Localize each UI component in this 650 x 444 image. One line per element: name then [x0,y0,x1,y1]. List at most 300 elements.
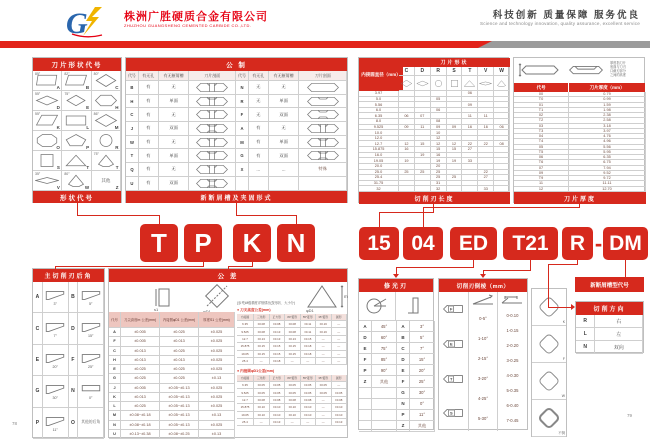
relief-cell: F [69,345,79,376]
tolerance-row [109,374,235,383]
tolerance-col-header: 厚度S1 公差(mm) [199,312,235,328]
wiper-title: 修光刃 [359,279,433,292]
connector-line [228,266,229,269]
chamfer-title: 切削刃倒棱（mm） [439,279,527,292]
ref-cell: ±0.05 [316,389,332,396]
ic-table-body [359,91,510,192]
ref-col-header: 正方形 [270,314,286,321]
metric-cell: C [126,108,139,122]
direction-title: 切削方向 [576,302,643,315]
thickness-cell: 1.98 [569,108,646,113]
relief-row [33,345,104,376]
wiper-table [358,278,434,430]
company-logo [62,6,120,38]
shape-cell-L: L [62,111,91,131]
ref-cell: ±0.10 [301,412,317,419]
wiper-value: 20° [410,365,435,376]
ref-cell: 6.35 [237,382,254,389]
metric-cell: 有 [249,136,269,150]
ic-row-label: 12.7 [359,141,399,147]
shape-cell-V: 35° V [33,171,62,191]
thickness-cell: T2 [514,118,569,123]
ref-col-header: 内接圆 [237,314,254,321]
metric-col-header: 代号 [236,71,249,81]
ic-cell: 25 [415,170,431,176]
wiper-row [359,399,397,410]
tolerance-row [109,365,235,374]
wiper-value: 75° [372,343,397,354]
ref-cell: — [332,358,348,365]
thickness-cell: 3.18 [569,124,646,129]
wiper-value: 其他 [372,376,397,387]
wiper-code: Z [359,376,372,387]
metric-cell: 无 [159,163,190,177]
metric-cell: 有 [139,149,159,163]
ref-cell: ±0.15 [301,336,317,343]
ref-cell: ±0.15 [270,351,286,358]
wiper-row [397,332,435,343]
connector-line [423,207,580,208]
metric-cell [299,81,347,95]
direction-code: L [576,328,595,341]
metric-row [126,177,347,191]
wiper-value: 45° [372,321,397,332]
shape-grid [33,71,121,191]
metric-cell [299,95,347,109]
tolerance-cell: E [109,365,121,374]
ref-cell: ±0.10 [270,404,286,411]
ic-cell: 16 [399,147,415,153]
ic-cell: 12 [447,141,463,147]
wiper-row [397,354,435,365]
code-dash: - [594,230,603,256]
direction-value: 右 [595,315,643,328]
connector-line [236,202,237,216]
wiper-code: B [397,332,410,343]
wiper-value [372,421,397,432]
thickness-cell: 12.70 [569,187,646,192]
ref-row [237,397,347,404]
metric-cell [299,136,347,150]
ref-row [237,343,347,350]
chamfer-width: 7-0.45 [506,418,519,423]
metric-col-header: 有无孔 [249,71,269,81]
thickness-cell: 7.94 [569,166,646,171]
metric-cell: 无 [269,81,300,95]
shape-cell-O: O [33,131,62,151]
ref-cell: — [254,358,270,365]
wiper-code [359,388,372,399]
ic-row-label: 20.0 [359,164,399,170]
ic-row-label: 32 [359,186,399,192]
metric-cell: 有 [249,122,269,136]
wiper-value: 3° [410,321,435,332]
metric-cell: F [236,108,249,122]
ref-cell: ±0.15 [285,351,301,358]
tolerance-cell: ±0.005 [121,328,160,337]
slogan-en: Science and technology innovation, quality assurance, excellent service [479,21,640,26]
ref-cell: ±0.10 [285,412,301,419]
wiper-value: 15° [410,354,435,365]
ic-cell: 16 [431,153,447,159]
relief-cell: 其他的后角 [78,408,104,439]
metric-cell: 双面 [159,122,190,136]
ic-cell: 12 [431,136,447,142]
wiper-row [397,388,435,399]
metric-cell [299,149,347,163]
metric-table-title: 公 制 [126,58,347,71]
ic-table [358,57,509,203]
thickness-cell: 12 [514,187,569,192]
wiper-row [359,388,397,399]
ic-cell: 11 [462,113,478,119]
ref-cell: ±0.05 [270,382,286,389]
thickness-cell: 05 [514,145,569,150]
metric-col-header: 有无断屑槽 [269,71,300,81]
ref-cell: ±0.15 [285,343,301,350]
header-gray-band [478,41,650,48]
metric-col-header: 刀片剖面 [189,71,236,81]
wiper-code: P [359,365,372,376]
connector-line [548,264,578,265]
connector-line [423,207,424,227]
ref-row [237,389,347,396]
thickness-cell: 6.35 [569,155,646,160]
connector-line [55,266,204,267]
chamfer-angle-col [469,292,498,431]
wiper-code: N [397,399,410,410]
wiper-left-cols [359,321,397,432]
ic-cell: 06 [494,125,510,131]
metric-cell: 无 [159,81,190,95]
ic-cell: 11 [415,125,431,131]
ic-col-icon [431,76,447,91]
relief-cell: 3° [43,282,69,313]
relief-cell: 0° [78,376,104,407]
ic-letter-row [399,67,510,76]
chamfer-angle: 0-5° [479,315,487,321]
ref-cell: 9.525 [237,328,254,335]
tolerance-cell: ±0.005 [121,337,160,346]
ic-cell: 27 [478,175,494,181]
tolerance-row [109,328,235,337]
groove-shape-F: F [532,326,566,363]
chamfer-width-col [498,292,527,431]
wiper-row [359,421,397,432]
ic-cell: 09 [431,125,447,131]
tolerance-cell: ±0.025 [199,365,235,374]
ref-col-header: 80°菱形 [285,314,301,321]
ref-col-header: 35°菱形 [316,314,332,321]
ic-row-label: 5.0 [359,97,399,103]
ic-col-icon [447,76,463,91]
tolerance-row [109,393,235,402]
thickness-cell: 6.75 [569,160,646,165]
tolerance-cell: ±0.025 [160,365,199,374]
ref-cell: ±0.05 [285,389,301,396]
wiper-value: 85° [372,354,397,365]
relief-row [33,282,104,313]
relief-cell: E [33,345,43,376]
tolerance-row [109,356,235,365]
ic-icon-row [399,76,510,91]
metric-cell: 单面 [159,95,190,109]
direction-table [575,301,644,353]
tolerance-col-header: 代号 [109,312,121,328]
relief-cell: O [69,408,79,439]
relief-cell: 20° [43,345,69,376]
ref-row [237,351,347,358]
ref-cell: ±0.15 [254,351,270,358]
metric-cell: G [236,149,249,163]
wiper-row [359,354,397,365]
tolerance-row [109,347,235,356]
chamfer-width: 1-0.15 [506,328,519,333]
ic-cell: 33 [478,186,494,192]
thickness-cell: T5 [514,150,569,155]
wiper-row [397,365,435,376]
tolerance-sub2-title: ● 内接圆φD1公差(mm) [237,369,275,373]
metric-col-header: 有无孔 [139,71,159,81]
chamfer-width: 3-0.25 [506,358,519,363]
ref-cell: ±0.08 [332,397,348,404]
company-name-cn: 株洲广胜硬质合金有限公司 [124,11,268,23]
connector-line [236,215,297,216]
ic-col-letter: D [415,67,431,76]
direction-row [576,341,643,354]
metric-cell [189,163,236,177]
shape-cell-Z: 其他 Z [92,171,121,191]
ic-cell: 15 [431,147,447,153]
metric-cell: … [249,163,269,177]
direction-code: R [576,315,595,328]
thickness-profile-icon [518,61,562,80]
shape-cell-T: T [62,151,91,171]
ic-cell: 10 [431,130,447,136]
relief-cell: G [33,376,43,407]
ic-row-label: 19.05 [359,158,399,164]
ic-cell: 25 [447,175,463,181]
relief-cell: 15° [78,313,104,344]
metric-cell: 无 [249,95,269,109]
svg-text:G: G [66,7,88,38]
slogan-cn: 科技创新 质量保障 服务优良 [492,10,640,21]
wiper-value: 7° [410,343,435,354]
tolerance-cell: J [109,384,121,393]
ic-cell: 32 [431,186,447,192]
wiper-row [397,321,435,332]
relief-cell: 5° [78,282,104,313]
metric-cell: 单面 [269,136,300,150]
ic-cell: 05 [431,97,447,103]
ic-col-letter: T [462,67,478,76]
chamfer-angle-icon [469,292,497,308]
thickness-cell: 03 [514,124,569,129]
ic-row-label: 10.0 [359,130,399,136]
relief-table-body [33,282,104,439]
tolerance-cell: ±0.025 [199,421,235,430]
ic-row-label: 25.0 [359,170,399,176]
thickness-cell: T6 [514,160,569,165]
thickness-cell: 9.72 [569,176,646,181]
code-letter-N: N [277,224,315,262]
ref-cell: 9.525 [237,389,254,396]
ref-cell: — [316,336,332,343]
thickness-cell: 5.56 [569,145,646,150]
tolerance-cell: ±0.013 [121,347,160,356]
ic-row-label: 5.56 [359,102,399,108]
tolerance-cell: ±0.13 [199,411,235,420]
ref-cell: ±0.08 [285,328,301,335]
ic-cell: 09 [399,125,415,131]
tolerance-row [109,402,235,411]
ref-cell: ±0.11 [301,321,317,328]
logo-g-icon [62,6,120,38]
ref-cell: ±0.10 [301,404,317,411]
ic-cell: 22 [478,141,494,147]
metric-cell [189,149,236,163]
ref-cell: ±0.05 [254,389,270,396]
metric-cell: 无 [159,108,190,122]
groove-shapes-strip [531,288,567,437]
ref-cell: ±0.11 [301,328,317,335]
tolerance-cell: ±0.013 [121,393,160,402]
ic-row-label: 16.0 [359,153,399,159]
ic-cell: 25 [399,170,415,176]
ref-row [237,404,347,411]
ref-cell: ±0.18 [301,351,317,358]
ic-cell: 15 [447,147,463,153]
ref-cell: ±0.18 [301,343,317,350]
code-letter-K: K [233,224,271,262]
ref-cell: ±0.13 [254,336,270,343]
wiper-row [397,399,435,410]
wiper-code: E [359,343,372,354]
metric-table-footer: 新断屑槽及夹固形式 [126,191,347,203]
tolerance-cell: ±0.013 [160,356,199,365]
metric-cell [189,95,236,109]
chamfer-table [438,278,528,430]
tolerance-cell: ±0.08~±0.18 [121,411,160,420]
ref-cell: 12.7 [237,397,254,404]
ref-cell: ±0.13 [270,419,286,426]
metric-cell: R [236,95,249,109]
ref-cell: — [332,382,348,389]
chamfer-angle: 5-30° [477,415,489,421]
tolerance-row [109,430,235,439]
ic-row-label: 6.35 [359,113,399,119]
relief-cell: P [33,408,43,439]
metric-cell: 有 [139,177,159,191]
ref-cell: ±0.10 [254,412,270,419]
tolerance-cell: K [109,393,121,402]
ref-col-header: 三角形 [254,375,270,382]
metric-cell [299,177,347,191]
shape-cell-E: 75° E [62,91,91,111]
metric-cell: 有 [249,149,269,163]
tolerance-diamond-icon [201,284,235,314]
ref-head-row [237,375,347,382]
wiper-code: G [397,388,410,399]
relief-row [33,313,104,344]
metric-cell: M [236,136,249,150]
wiper-code: D [397,354,410,365]
svg-text:m: m [344,294,348,299]
wiper-value: 其他 [410,421,435,432]
shape-cell-B: 82° B [62,71,91,91]
metric-cell: 无 [249,108,269,122]
ic-col-letter: C [399,67,415,76]
company-name-en: ZHUZHOU GUANGSHENG CEMENTED CARBIDE CO.,LTD. [124,23,252,28]
wiper-code [359,421,372,432]
relief-cell: 7° [43,313,69,344]
ic-cell: 07 [415,113,431,119]
metric-cell: N [236,81,249,95]
tolerance-row [109,421,235,430]
metric-cell: A [236,122,249,136]
metric-col-header: 代号 [126,71,139,81]
metric-cell [299,108,347,122]
wiper-code: E [397,365,410,376]
tolerance-ref-table-1 [237,314,347,365]
ic-col-letter: V [478,67,494,76]
ic-cell: 19 [431,158,447,164]
ic-cell: 06 [399,113,415,119]
wiper-value: 11° [410,410,435,421]
wiper-code: C [397,343,410,354]
ref-cell: ±0.10 [270,412,286,419]
tolerance-row [109,337,235,346]
ref-cell: ±0.08 [270,321,286,328]
ref-row [237,412,347,419]
ref-row [237,328,347,335]
ref-col-header: 三角形 [254,314,270,321]
groove-shape-W: W [532,363,566,400]
ic-row-label: 31.75 [359,181,399,187]
connector-line [77,202,78,216]
ic-cell: 11 [478,113,494,119]
thickness-cell: 4.96 [569,139,646,144]
wiper-row [359,365,397,376]
ref-cell: ±0.05 [301,382,317,389]
groove-shape-不倒: 不倒 [532,400,566,437]
wiper-value: 30° [410,388,435,399]
relief-cell: D [69,313,79,344]
wiper-code: A [359,321,372,332]
tolerance-cell: ±0.025 [199,393,235,402]
ref-cell: — [316,412,332,419]
tolerance-cell: ±0.05~±0.13 [160,384,199,393]
ref-cell: 15.875 [237,343,254,350]
code-letter-P: P [184,224,222,262]
metric-row [126,163,347,177]
tolerance-cell: C [109,347,121,356]
wiper-right-cols [397,321,435,432]
relief-cell: 30° [43,376,69,407]
metric-row [126,122,347,136]
ref-cell: — [316,358,332,365]
ref-row [237,419,347,426]
shape-cell-D: 55° D [33,91,62,111]
ref-row [237,321,347,328]
ic-table-footer: 切削刃长度 [359,192,510,204]
chamfer-edge-icon-S: S [439,396,468,431]
ref-cell: ±0.08 [254,328,270,335]
chamfer-angle: 3-20° [477,375,489,381]
wiper-row [359,332,397,343]
metric-cell [189,177,236,191]
metric-cell: 有 [139,108,159,122]
